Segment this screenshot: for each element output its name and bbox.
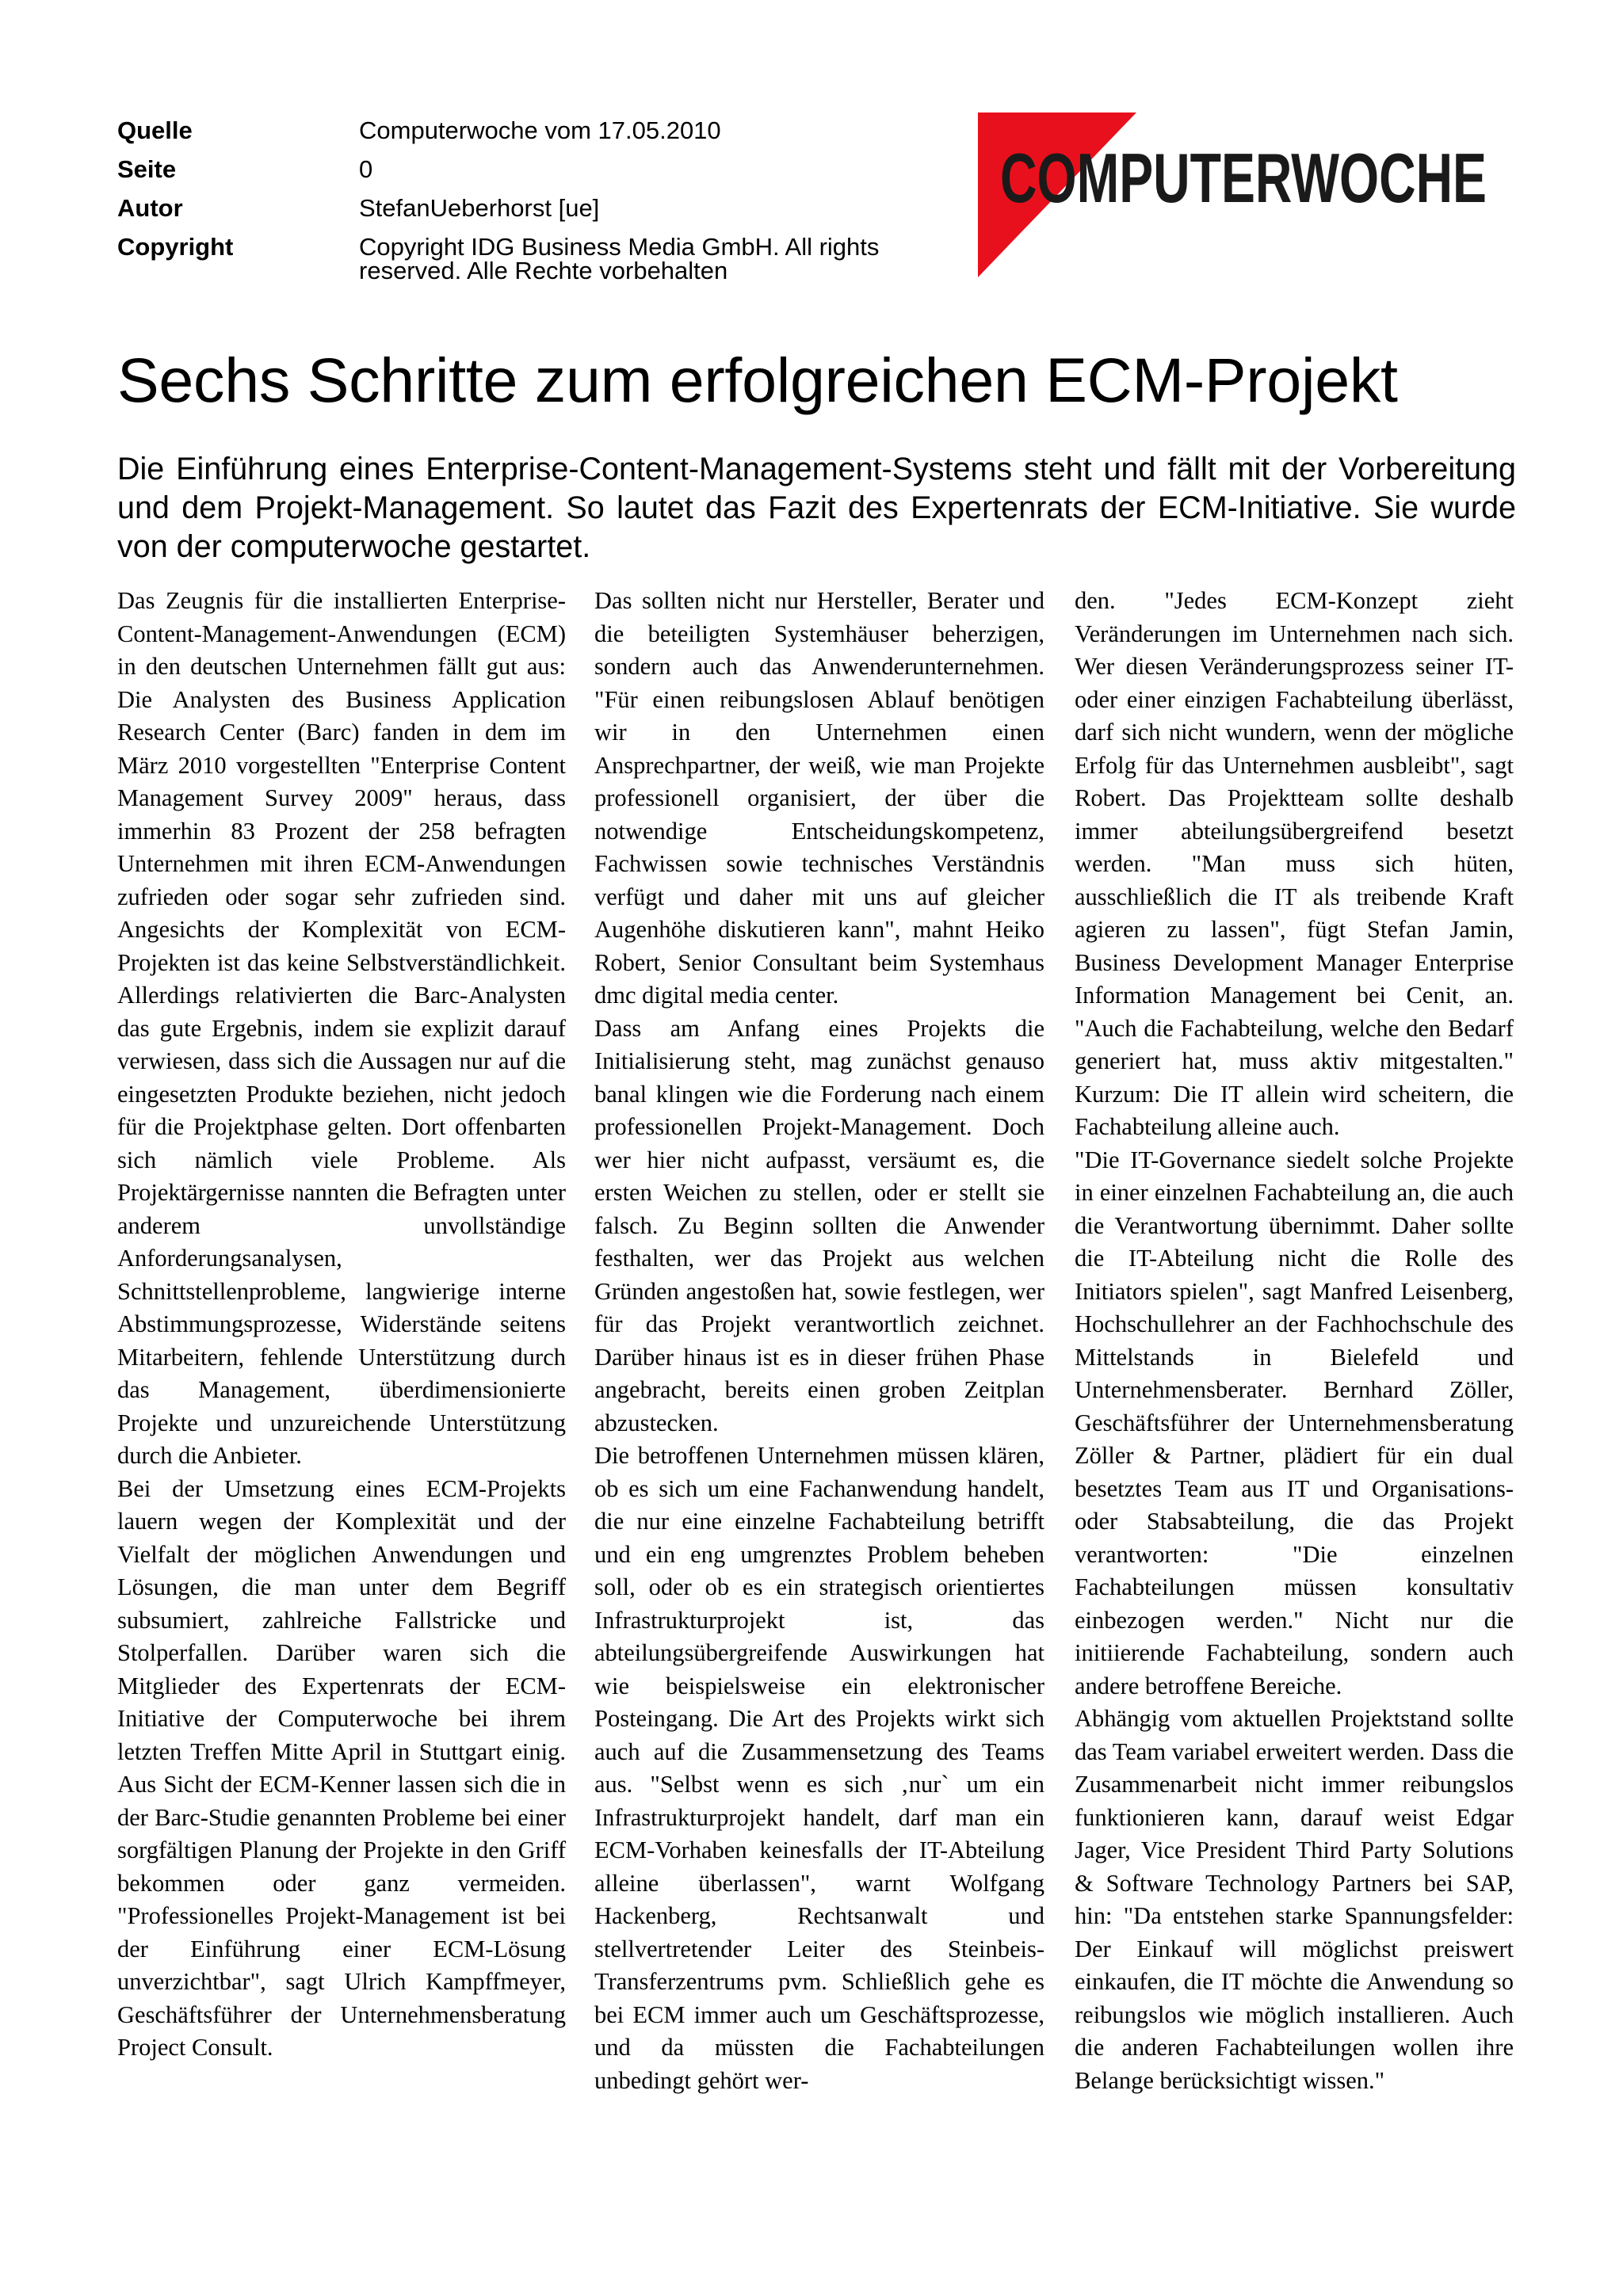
meta-label: Copyright [117, 233, 234, 261]
body-column-2 [594, 585, 1044, 2185]
logo-wordmark: COMPUTERWOCHE [1000, 139, 1487, 217]
meta-row-author [117, 196, 957, 220]
body-paragraph: Die betroffenen Unternehmen müssen klären, ob es sich um eine Fachanwendung handelt, die nur eine einzelne Fachabteilung betrifft und ein eng umgrenztes Problem beheben soll, oder ob es ein strategisch orientiertes Infrastrukturprojekt ist, das abteilungsübergreifende Auswirkungen hat wie beispielsweise ein elektronischer Posteingang. Die Art des Projekts wirkt sich auch auf die Zusammensetzung des Teams aus. "Selbst wenn es sich ‚nur` um ein Infrastrukturprojekt handelt, darf man ein ECM-Vorhaben keinesfalls der IT-Abteilung alleine überlassen", warnt Wolfgang Hackenberg, Rechtsanwalt und stellvertretender Leiter des Steinbeis-Transferzentrums pvm. Schließlich gehe es bei ECM immer auch um Geschäftsprozesse, und da müssten die Fachabteilungen unbedingt gehört wer- [594, 1442, 1044, 2094]
meta-row-copyright [117, 235, 957, 283]
body-column-3 [1075, 585, 1514, 2185]
body-paragraph: "Die IT-Governance siedelt solche Projekte in einer einzelnen Fachabteilung an, die auch die Verantwortung übernimmt. Daher sollte die IT-Abteilung nicht die Rolle des Initiators spielen", sagt Manfred Leisenberg, Hochschullehrer an der Fachhochschule des Mittelstands in Bielefeld und Unternehmensberater. Bernhard Zöller, Geschäftsführer der Unternehmensberatung Zöller & Partner, plädiert für ein dual besetztes Team aus IT und Organisations- oder Stabsabteilung, die das Projekt verantworten: "Die einzelnen Fachabteilungen müssen konsultativ einbezogen werden." Nicht nur die initiierende Fachabteilung, sondern auch andere betroffene Bereiche. [1075, 1146, 1514, 1699]
body-column-1 [117, 585, 566, 2185]
article-lead: Die Einführung eines Enterprise-Content-Management-Systems steht und fällt mit der Vorbereitung und dem Projekt-Management. So lautet das Fazit des Expertenrats der ECM-Initiative. Sie wurde von der computerwoche gestartet. [117, 452, 1516, 564]
article-body [117, 585, 1514, 2185]
meta-value: StefanUeberhorst [ue] [359, 194, 600, 222]
meta-row-page [117, 155, 957, 183]
computerwoche-logo [976, 111, 1493, 277]
meta-label: Seite [117, 155, 177, 183]
meta-value: 0 [359, 155, 373, 183]
body-paragraph: Bei der Umsetzung eines ECM-Projekts lauern wegen der Komplexität und der Vielfalt der möglichen Anwendungen und Lösungen, die man unter dem Begriff subsumiert, zahlreiche Fallstricke und Stolperfallen. Darüber waren sich die Mitglieder des Expertenrats der ECM-Initiative der Computerwoche bei ihrem letzten Treffen Mitte April in Stuttgart einig. Aus Sicht der ECM-Kenner lassen sich die in der Barc-Studie genannten Probleme bei einer sorgfältigen Planung der Projekte in den Griff bekommen oder ganz vermeiden. "Professionelles Projekt-Management ist bei der Einführung einer ECM-Lösung unverzichtbar", sagt Ulrich Kampffmeyer, Geschäftsführer der Unternehmensberatung Project Consult. [117, 1474, 566, 2061]
body-paragraph: Das sollten nicht nur Hersteller, Berater und die beteiligten Systemhäuser beherzigen, sondern auch das Anwenderunternehmen. "Für einen reibungslosen Ablauf benötigen wir in den Unternehmen einen Ansprechpartner, der weiß, wie man Projekte professionell organisiert, der über die notwendige Entscheidungskompetenz, Fachwissen sowie technisches Verständnis verfügt und daher mit uns auf gleicher Augenhöhe diskutieren kann", mahnt Heiko Robert, Senior Consultant beim Systemhaus dmc digital media center. [594, 587, 1044, 1009]
meta-label: Quelle [117, 116, 193, 144]
meta-value: Copyright IDG Business Media GmbH. All rights reserved. Alle Rechte vorbehalten [359, 233, 880, 284]
body-paragraph: Dass am Anfang eines Projekts die Initialisierung steht, mag zunächst genauso banal klingen wie die Forderung nach einem professionellen Projekt-Management. Doch wer hier nicht aufpasst, versäumt es, die ersten Weichen zu stellen, oder er stellt sie falsch. Zu Beginn sollten die Anwender festhalten, wer das Projekt aus welchen Gründen angestoßen hat, sowie festlegen, wer für das Projekt verantwortlich zeichnet. Darüber hinaus ist es in dieser frühen Phase angebracht, bereits einen groben Zeitplan abzustecken. [594, 1014, 1044, 1436]
article-headline: Sechs Schritte zum erfolgreichen ECM-Projekt [117, 345, 1398, 415]
source-metadata [117, 116, 957, 298]
meta-value: Computerwoche vom 17.05.2010 [359, 116, 721, 144]
meta-row-source [117, 116, 957, 144]
body-paragraph: Das Zeugnis für die installierten Enterprise-Content-Management-Anwendungen (ECM) in den deutschen Unternehmen fällt gut aus: Die Analysten des Business Application Research Center (Barc) fanden in dem im März 2010 vorgestellten "Enterprise Content Management Survey 2009" heraus, dass immerhin 83 Prozent der 258 befragten Unternehmen mit ihren ECM-Anwendungen zufrieden oder sogar sehr zufrieden sind. Angesichts der Komplexität von ECM-Projekten ist das keine Selbstverständlichkeit. Allerdings relativierten die Barc-Analysten das gute Ergebnis, indem sie explizit darauf verwiesen, dass sich die Aussagen nur auf die eingesetzten Produkte beziehen, nicht jedoch für die Projektphase gelten. Dort offenbarten sich nämlich viele Probleme. Als Projektärgernisse nannten die Befragten unter anderem unvollständige Anforderungsanalysen, Schnittstellenprobleme, langwierige interne Abstimmungsprozesse, Widerstände seitens Mitarbeitern, fehlende Unterstützung durch das Management, überdimensionierte Projekte und unzureichende Unterstützung durch die Anbieter. [117, 587, 566, 1469]
body-paragraph: Abhängig vom aktuellen Projektstand sollte das Team variabel erweitert werden. Dass die Zusammenarbeit nicht immer reibungslos funktionieren kann, darauf weist Edgar Jager, Vice President Third Party Solutions & Software Technology Partners bei SAP, hin: "Da entstehen starke Spannungsfelder: Der Einkauf will möglichst preiswert einkaufen, die IT möchte die Anwendung so reibungslos wie möglich installieren. Auch die anderen Fachabteilungen wollen ihre Belange berücksichtigt wissen." [1075, 1705, 1514, 2094]
meta-label: Autor [117, 194, 183, 222]
body-paragraph: den. "Jedes ECM-Konzept zieht Veränderungen im Unternehmen nach sich. Wer diesen Veränderungsprozess seiner IT- oder einer einzigen Fachabteilung überlässt, darf sich nicht wundern, wenn der mögliche Erfolg für das Unternehmen ausbleibt", sagt Robert. Das Projektteam sollte deshalb immer abteilungsübergreifend besetzt werden. "Man muss sich hüten, ausschließlich die IT als treibende Kraft agieren zu lassen", fügt Stefan Jamin, Business Development Manager Enterprise Information Management bei Cenit, an. "Auch die Fachabteilung, welche den Bedarf generiert hat, muss aktiv mitgestalten." Kurzum: Die IT allein wird scheitern, die Fachabteilung alleine auch. [1075, 587, 1514, 1140]
